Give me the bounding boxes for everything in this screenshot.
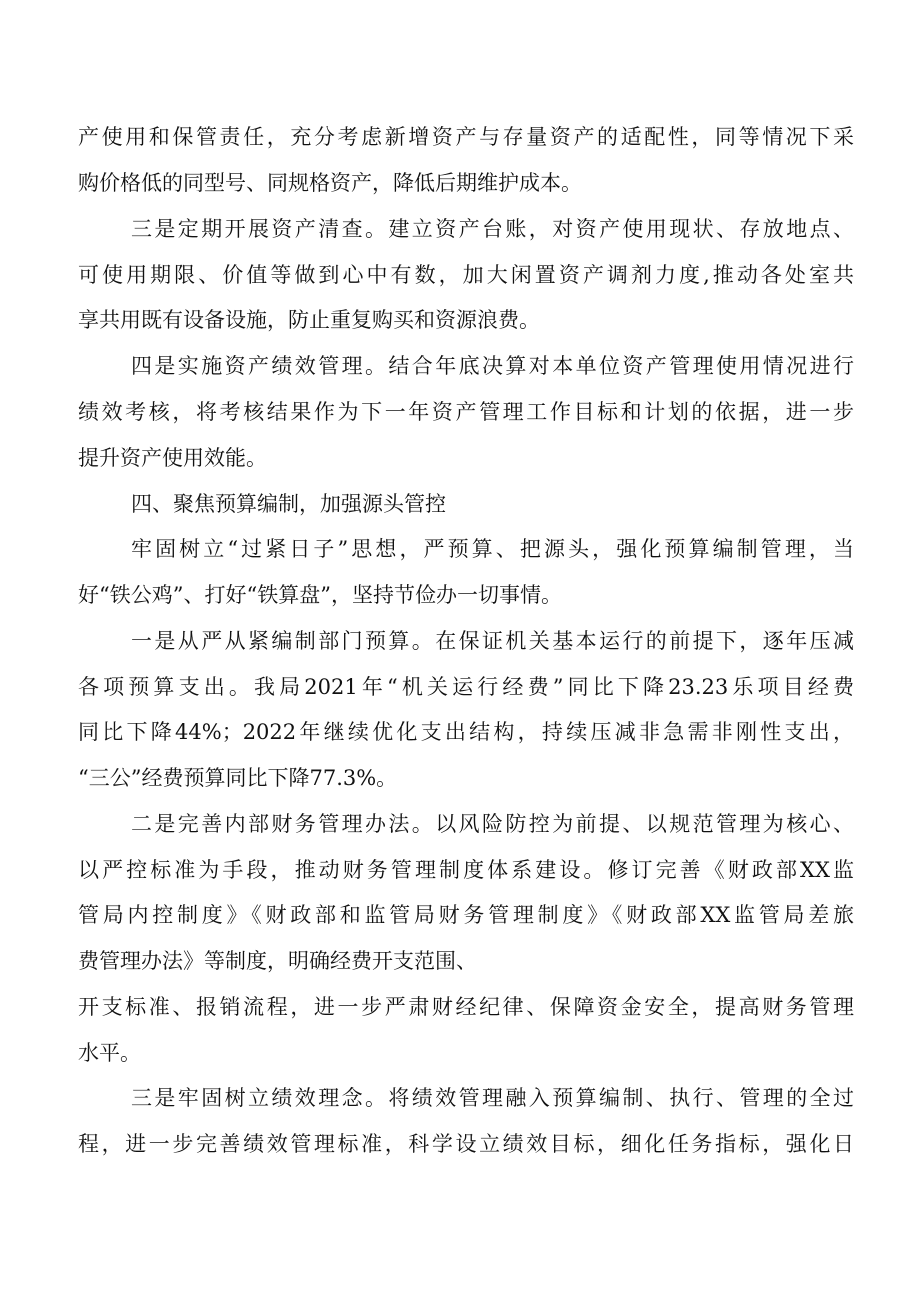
- text-line: 一是从严从紧编制部门预算。在保证机关基本运行的前提下，逐年压减: [131, 629, 854, 653]
- text-line: 同比下降44%；2022年继续优化支出结构，持续压减非急需非刚性支出，: [78, 720, 854, 744]
- text-line: 享共用既有设备设施，防止重复购买和资源浪费。: [78, 308, 540, 332]
- text-line: 程，进一步完善绩效管理标准，科学设立绩效目标，细化任务指标，强化日: [78, 1132, 854, 1156]
- text-line: 费管理办法》等制度，明确经费开支范围、: [78, 949, 477, 973]
- text-line: 好“铁公鸡”、打好“铁算盘”，坚持节俭办一切事情。: [78, 583, 562, 607]
- text-line: 二是完善内部财务管理办法。以风险防控为前提、以规范管理为核心、: [131, 812, 854, 836]
- text-line: 管局内控制度》《财政部和监管局财务管理制度》《财政部XX监管局差旅: [78, 903, 854, 927]
- text-line: 水平。: [78, 1041, 141, 1065]
- text-line: “三公”经费预算同比下降77.3%。: [78, 766, 398, 790]
- text-line: 四是实施资产绩效管理。结合年底决算对本单位资产管理使用情况进行: [131, 354, 854, 378]
- text-line: 牢固树立“过紧日子”思想，严预算、把源头，强化预算编制管理，当: [131, 537, 854, 561]
- text-line: 以严控标准为手段，推动财务管理制度体系建设。修订完善《财政部XX监: [78, 858, 854, 882]
- section-heading: 四、聚焦预算编制，加强源头管控: [131, 492, 446, 516]
- text-line: 绩效考核，将考核结果作为下一年资产管理工作目标和计划的依据，进一步: [78, 400, 854, 424]
- text-line: 购价格低的同型号、同规格资产，降低后期维护成本。: [78, 171, 582, 195]
- text-line: 可使用期限、价值等做到心中有数，加大闲置资产调剂力度,推动各处室共: [78, 263, 854, 287]
- text-line: 提升资产使用效能。: [78, 446, 267, 470]
- text-line: 三是定期开展资产清查。建立资产台账，对资产使用现状、存放地点、: [131, 217, 854, 241]
- text-line: 各项预算支出。我局2021年“机关运行经费”同比下降23.23乐项目经费: [78, 675, 854, 699]
- text-line: 产使用和保管责任，充分考虑新增资产与存量资产的适配性，同等情况下采: [78, 125, 854, 149]
- text-line: 开支标准、报销流程，进一步严肃财经纪律、保障资金安全，提高财务管理: [78, 995, 854, 1019]
- text-line: 三是牢固树立绩效理念。将绩效管理融入预算编制、执行、管理的全过: [131, 1086, 854, 1110]
